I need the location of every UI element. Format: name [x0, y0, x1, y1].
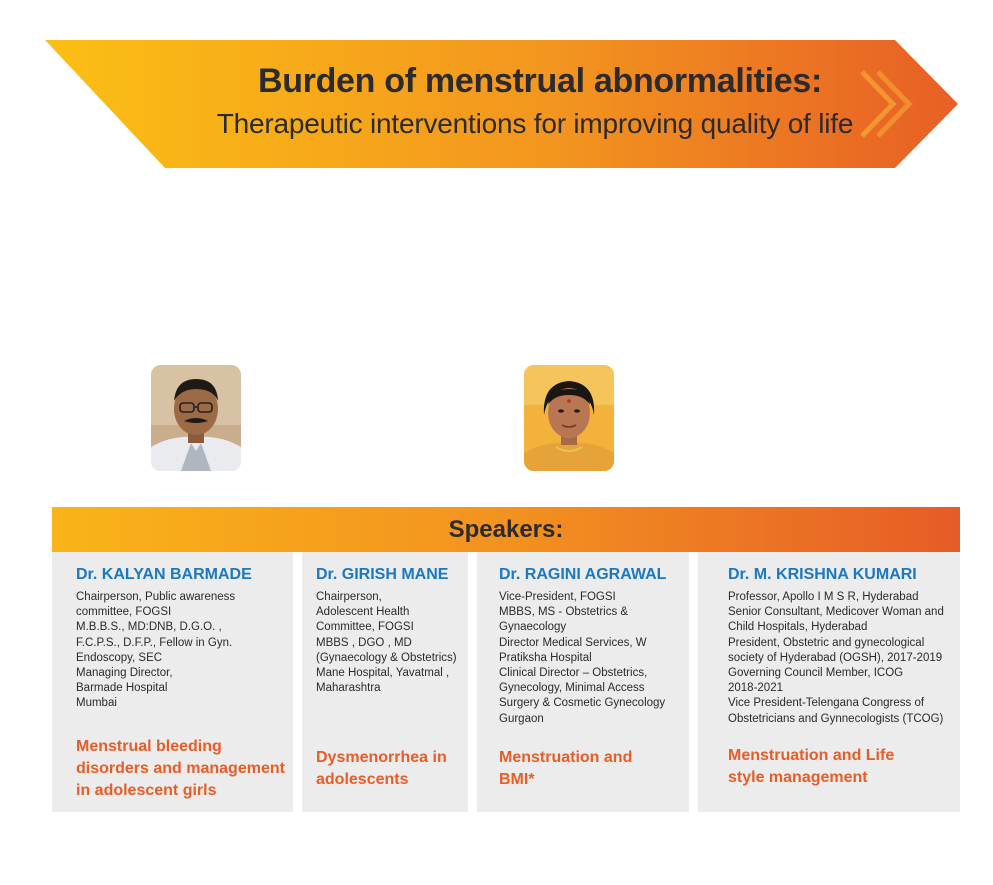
detail-line: 2018-2021 — [728, 682, 783, 695]
speakers-heading: Speakers: — [52, 507, 960, 552]
detail-line: President, Obstetric and gynecological — [728, 636, 925, 649]
detail-line: Director Medical Services, W — [499, 636, 647, 649]
chairperson-photo-1 — [151, 365, 241, 471]
detail-line: Vice President-Telengana Congress of — [728, 697, 925, 710]
topic-line: disorders and management — [76, 760, 285, 777]
detail-line: Gynecology, Minimal Access — [499, 682, 645, 695]
detail-line: Barmade Hospital — [76, 682, 168, 695]
detail-line: Committee, FOGSI — [316, 621, 414, 634]
speaker-details — [316, 590, 457, 696]
topic-line: adolescents — [316, 771, 409, 788]
banner-title: Burden of menstrual abnormalities: — [257, 62, 823, 100]
speaker-name: Dr. M. KRISHNA KUMARI — [728, 566, 917, 583]
speaker-details — [499, 590, 665, 727]
detail-line: Mane Hospital, Yavatmal , — [316, 667, 450, 680]
detail-line: (Gynaecology & Obstetrics) — [316, 651, 457, 664]
topic-line: Menstruation and Life — [728, 747, 895, 764]
topic-line: Menstruation and — [499, 749, 633, 766]
speaker-card-1 — [52, 552, 293, 812]
speaker-details — [76, 590, 235, 712]
topic-line: Dysmenorrhea in — [316, 749, 447, 766]
detail-line: Endoscopy, SEC — [76, 651, 163, 664]
detail-line: Chairperson, Public awareness — [76, 591, 236, 603]
speaker-card-4 — [698, 552, 960, 812]
detail-line: MBBS , DGO , MD — [316, 636, 412, 649]
talk-topic — [728, 745, 894, 789]
detail-line: Clinical Director – Obstetrics, — [499, 667, 648, 680]
detail-line: F.C.P.S., D.F.P., Fellow in Gyn. — [76, 636, 233, 649]
detail-line: Professor, Apollo I M S R, Hyderabad — [728, 591, 919, 603]
speaker-card-3 — [477, 552, 689, 812]
detail-line: Child Hospitals, Hyderabad — [728, 621, 868, 634]
detail-line: Obstetricians and Gynnecologists (TCOG) — [728, 712, 944, 725]
topic-line: BMI* — [499, 771, 535, 788]
topic-line: style management — [728, 769, 868, 786]
detail-line: Gurgaon — [499, 712, 544, 725]
detail-line: Mumbai — [76, 697, 117, 710]
detail-line: MBBS, MS - Obstetrics & — [499, 606, 629, 619]
detail-line: Surgery & Cosmetic Gynecology — [499, 697, 666, 710]
speaker-name: Dr. GIRISH MANE — [316, 566, 449, 583]
detail-line: Chairperson, — [316, 591, 382, 603]
talk-topic — [316, 747, 447, 791]
talk-topic — [76, 736, 285, 802]
topic-line: Menstrual bleeding — [76, 738, 222, 755]
detail-line: Gynaecology — [499, 621, 567, 634]
detail-line: Maharashtra — [316, 682, 381, 695]
speaker-details — [728, 590, 944, 727]
detail-line: Governing Council Member, ICOG — [728, 667, 904, 680]
speaker-card-2 — [302, 552, 468, 812]
detail-line: committee, FOGSI — [76, 606, 172, 619]
detail-line: Senior Consultant, Medicover Woman and — [728, 606, 944, 619]
detail-line: Adolescent Health — [316, 606, 410, 619]
speaker-name: Dr. RAGINI AGRAWAL — [499, 566, 667, 583]
banner-subtitle: Therapeutic interventions for improving quality of life — [216, 108, 854, 139]
detail-line: Vice-President, FOGSI — [499, 591, 616, 603]
speaker-name: Dr. KALYAN BARMADE — [76, 566, 252, 583]
detail-line: Managing Director, — [76, 667, 173, 680]
talk-topic — [499, 747, 632, 791]
topic-line: in adolescent girls — [76, 782, 217, 799]
detail-line: M.B.B.S., MD:DNB, D.G.O. , — [76, 621, 222, 634]
banner-arrow-shape — [45, 40, 958, 168]
chairperson-photo-2 — [524, 365, 614, 471]
detail-line: society of Hyderabad (OGSH), 2017-2019 — [728, 651, 943, 664]
detail-line: Pratiksha Hospital — [499, 651, 592, 664]
